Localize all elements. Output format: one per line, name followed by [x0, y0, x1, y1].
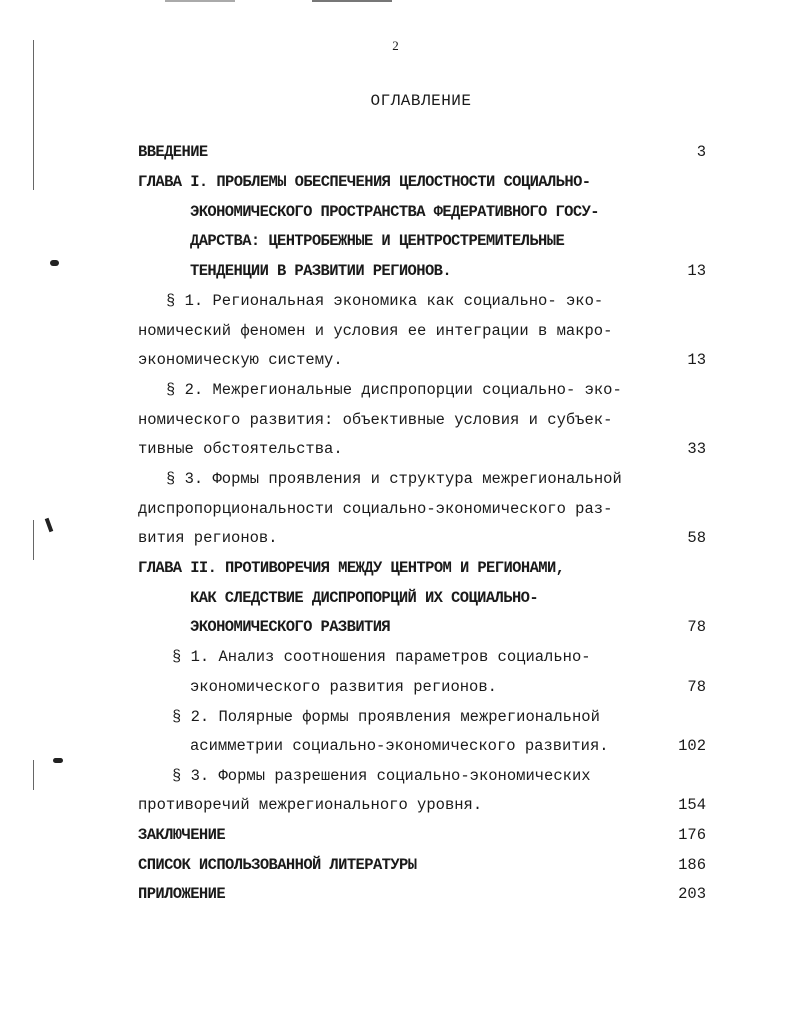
- toc-section-1-2-page: 33: [687, 440, 706, 458]
- toc-section-1-1-line: экономическую систему.: [138, 351, 343, 369]
- toc-chapter-1-line: ГЛАВА I. ПРОБЛЕМЫ ОБЕСПЕЧЕНИЯ ЦЕЛОСТНОСТИ СОЦИАЛЬНО-: [138, 173, 591, 191]
- toc-section-1-2-line: номического развития: объективные условия и субъек-: [138, 411, 613, 429]
- toc-section-1-1-line: § 1. Региональная экономика как социально- эко-: [166, 292, 604, 310]
- toc-intro-page: 3: [696, 143, 706, 161]
- toc-section-2-1-line: экономического развития регионов.: [190, 678, 497, 696]
- toc-section-1-1-page: 13: [687, 351, 706, 369]
- scan-speck: [50, 260, 59, 266]
- toc-chapter-2-page: 78: [687, 618, 706, 636]
- toc-section-2-1-line: § 1. Анализ соотношения параметров социально-: [172, 648, 591, 666]
- toc-references-page: 186: [678, 856, 706, 874]
- toc-section-2-3-page: 154: [678, 796, 706, 814]
- toc-conclusion-page: 176: [678, 826, 706, 844]
- toc-section-1-3-page: 58: [687, 529, 706, 547]
- scan-top-line: [312, 0, 392, 2]
- page-title: ОГЛАВЛЕНИЕ: [370, 92, 472, 110]
- toc-section-1-3-line: § 3. Формы проявления и структура межрегиональной: [166, 470, 622, 488]
- toc-section-1-2-line: тивные обстоятельства.: [138, 440, 343, 458]
- scan-top-line: [165, 0, 235, 2]
- toc-intro: ВВЕДЕНИЕ: [138, 143, 208, 161]
- toc-section-2-3-line: § 3. Формы разрешения социально-экономических: [172, 767, 591, 785]
- scan-edge-line: [33, 40, 34, 190]
- toc-appendix-page: 203: [678, 885, 706, 903]
- toc-section-2-2-page: 102: [678, 737, 706, 755]
- toc-chapter-1-page: 13: [687, 262, 706, 280]
- toc-references: СПИСОК ИСПОЛЬЗОВАННОЙ ЛИТЕРАТУРЫ: [138, 856, 417, 874]
- toc-section-2-2-line: асимметрии социально-экономического развития.: [190, 737, 609, 755]
- toc-chapter-1-line: ДАРСТВА: ЦЕНТРОБЕЖНЫЕ И ЦЕНТРОСТРЕМИТЕЛЬНЫЕ: [190, 232, 565, 250]
- toc-section-1-2-line: § 2. Межрегиональные диспропорции социально- эко-: [166, 381, 622, 399]
- toc-conclusion: ЗАКЛЮЧЕНИЕ: [138, 826, 226, 844]
- toc-chapter-2-line: КАК СЛЕДСТВИЕ ДИСПРОПОРЦИЙ ИХ СОЦИАЛЬНО-: [190, 589, 539, 607]
- toc-section-2-2-line: § 2. Полярные формы проявления межрегиональной: [172, 708, 600, 726]
- scan-speck: [45, 518, 54, 533]
- scan-edge-line: [33, 520, 34, 560]
- toc-section-1-1-line: номический феномен и условия ее интеграции в макро-: [138, 322, 613, 340]
- scan-speck: [53, 758, 63, 763]
- toc-section-2-3-line: противоречий межрегионального уровня.: [138, 796, 483, 814]
- toc-section-2-1-page: 78: [687, 678, 706, 696]
- toc-chapter-1-line: ЭКОНОМИЧЕСКОГО ПРОСТРАНСТВА ФЕДЕРАТИВНОГО ГОСУ-: [190, 203, 599, 221]
- toc-chapter-1-line: ТЕНДЕНЦИИ В РАЗВИТИИ РЕГИОНОВ.: [190, 262, 452, 280]
- page-number: 2: [392, 38, 399, 53]
- toc-section-1-3-line: вития регионов.: [138, 529, 278, 547]
- toc-appendix: ПРИЛОЖЕНИЕ: [138, 885, 226, 903]
- toc-section-1-3-line: диспропорциональности социально-экономического раз-: [138, 500, 613, 518]
- scan-edge-line: [33, 760, 34, 790]
- toc-chapter-2-line: ЭКОНОМИЧЕСКОГО РАЗВИТИЯ: [190, 618, 391, 636]
- toc-chapter-2-line: ГЛАВА II. ПРОТИВОРЕЧИЯ МЕЖДУ ЦЕНТРОМ И РЕГИОНАМИ,: [138, 559, 565, 577]
